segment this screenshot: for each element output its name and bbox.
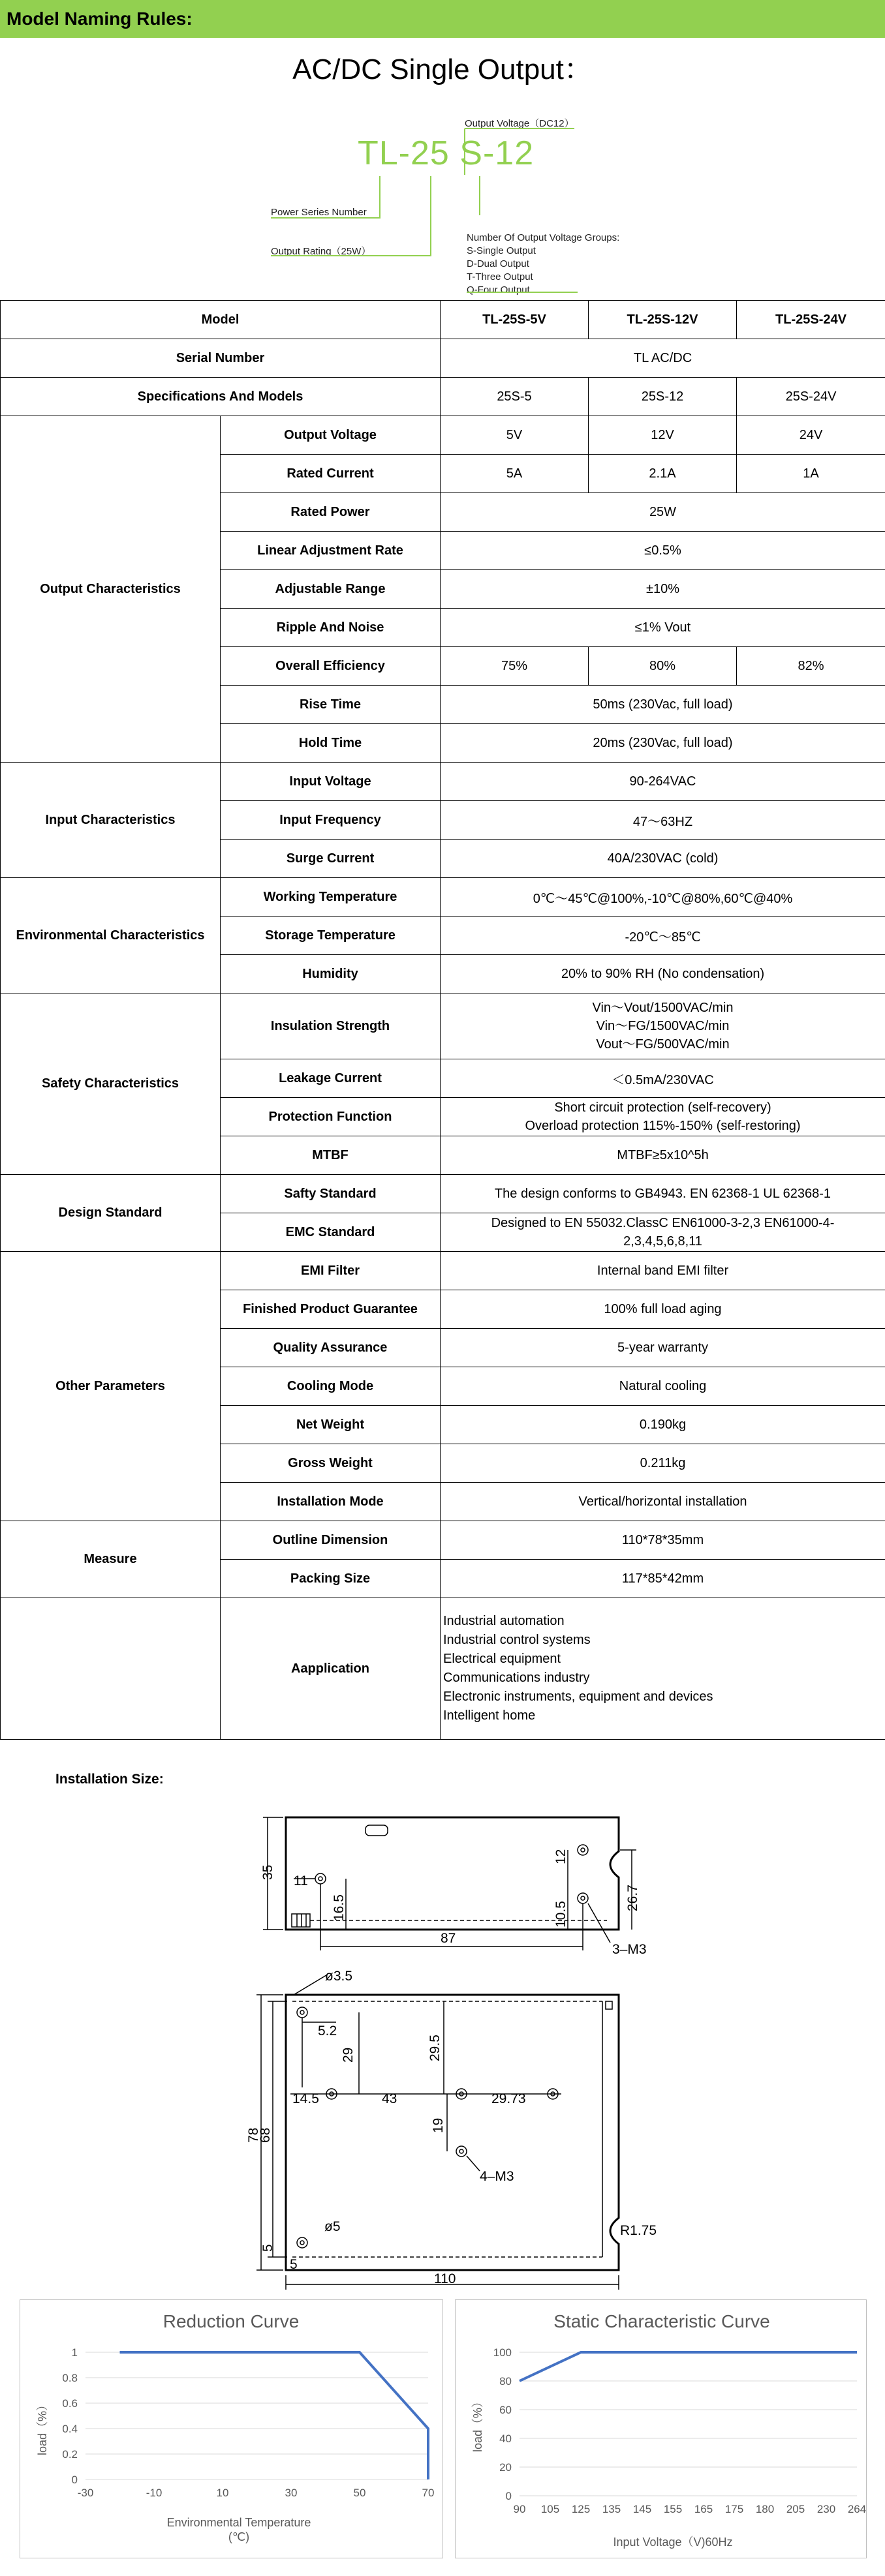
- dim-16-5: 16.5: [332, 1894, 347, 1921]
- spec-table: [0, 300, 885, 1740]
- row-label: Working Temperature: [221, 878, 441, 917]
- row-label: Rated Current: [221, 455, 441, 493]
- row-value: TL AC/DC: [441, 339, 885, 378]
- table-header-cell: TL-25S-12V: [589, 301, 737, 339]
- dim-5-2: 5.2: [318, 2023, 337, 2038]
- row-value: 90-264VAC: [441, 763, 885, 801]
- y-tick-label: 60: [499, 2404, 512, 2416]
- blank-cell: [1, 1598, 221, 1740]
- dim-26-7: 26.7: [625, 1885, 640, 1911]
- list-item: Intelligent home: [443, 1708, 536, 1723]
- y-tick-label: 80: [499, 2375, 512, 2387]
- dim-110: 110: [434, 2271, 456, 2286]
- dim-68: 68: [258, 2127, 273, 2143]
- y-tick-label: 0.6: [62, 2397, 78, 2410]
- x-tick-label: 90: [513, 2503, 526, 2515]
- row-value: 40A/230VAC (cold): [441, 840, 885, 878]
- row-value: 0.211kg: [441, 1444, 885, 1483]
- row-label: Serial Number: [1, 339, 441, 378]
- value-line: Vin～Vout/1500VAC/min: [592, 1001, 734, 1015]
- table-row: [1, 378, 885, 416]
- row-label: Surge Current: [221, 840, 441, 878]
- power-series-label: Power Series Number: [271, 207, 367, 218]
- dim-43: 43: [382, 2091, 397, 2106]
- x-tick-label: 125: [571, 2503, 591, 2515]
- y-tick-label: 0.8: [62, 2372, 78, 2384]
- list-item: Electrical equipment: [443, 1652, 561, 1666]
- value-line: Vin～FG/1500VAC/min: [596, 1019, 730, 1033]
- reduction-curve-svg: [20, 2300, 442, 2558]
- row-label: Specifications And Models: [1, 378, 441, 416]
- row-value: 25W: [441, 493, 885, 532]
- row-value: 5A: [441, 455, 589, 493]
- y-tick-label: 100: [493, 2346, 512, 2359]
- row-label: Linear Adjustment Rate: [221, 532, 441, 570]
- dim-19: 19: [431, 2117, 446, 2133]
- chart-title: Static Characteristic Curve: [553, 2311, 770, 2331]
- y-tick-label: 0: [71, 2474, 78, 2486]
- y-tick-label: 0: [505, 2490, 512, 2502]
- dim-14-5: 14.5: [292, 2091, 319, 2106]
- table-row: [1, 1598, 885, 1740]
- value-line: 2,3,4,5,6,8,11: [623, 1234, 702, 1249]
- row-value: 50ms (230Vac, full load): [441, 686, 885, 724]
- row-label: Installation Mode: [221, 1483, 441, 1521]
- x-tick-label: -30: [77, 2487, 94, 2499]
- row-value: 5V: [441, 416, 589, 455]
- dim-12: 12: [553, 1849, 568, 1864]
- table-header-cell: Model: [1, 301, 441, 339]
- row-label: Rise Time: [221, 686, 441, 724]
- table-row: [1, 763, 885, 801]
- row-label: Net Weight: [221, 1406, 441, 1444]
- row-value: 5-year warranty: [441, 1329, 885, 1367]
- dim-phi-3-5: ø3.5: [325, 1969, 353, 1984]
- x-axis-label: Environmental Temperature: [166, 2516, 311, 2529]
- x-tick-label: 30: [285, 2487, 298, 2499]
- x-tick-label: 264: [847, 2503, 866, 2515]
- row-value: 0℃～45℃@100%,-10℃@80%,60℃@40%: [441, 878, 885, 917]
- value-line: Overload protection 115%-150% (self-restoring): [525, 1119, 801, 1133]
- table-row: [1, 301, 885, 339]
- y-tick-label: 20: [499, 2461, 512, 2474]
- list-item: Electronic instruments, equipment and devices: [443, 1690, 713, 1704]
- groups-line: D-Dual Output: [467, 258, 529, 269]
- dim-78: 78: [246, 2127, 261, 2143]
- row-value: 0.190kg: [441, 1406, 885, 1444]
- list-item: Communications industry: [443, 1671, 590, 1685]
- row-label: Ripple And Noise: [221, 609, 441, 647]
- row-label: Cooling Mode: [221, 1367, 441, 1406]
- row-value: 12V: [589, 416, 737, 455]
- row-value: 100% full load aging: [441, 1290, 885, 1329]
- dim-87: 87: [441, 1931, 456, 1946]
- dim-phi-5: ø5: [324, 2219, 341, 2234]
- value-line: Short circuit protection (self-recovery): [554, 1100, 771, 1115]
- dim-11: 11: [294, 1873, 308, 1888]
- y-tick-label: 0.4: [62, 2423, 78, 2435]
- x-tick-label: 155: [663, 2503, 683, 2515]
- table-row: [1, 1521, 885, 1560]
- row-value: 25S-12: [589, 378, 737, 416]
- row-value: 20ms (230Vac, full load): [441, 724, 885, 763]
- row-value-multiline: [441, 1213, 885, 1252]
- x-axis-label: Input Voltage（V)60Hz: [613, 2536, 733, 2549]
- group-label: Other Parameters: [1, 1252, 221, 1521]
- row-label: Input Frequency: [221, 801, 441, 840]
- value-line: Vout～FG/500VAC/min: [596, 1037, 730, 1052]
- series-line: [120, 2352, 429, 2479]
- table-row: [1, 1252, 885, 1290]
- row-value: 25S-24V: [737, 378, 885, 416]
- row-value: -20℃～85℃: [441, 917, 885, 955]
- x-tick-label: 105: [540, 2503, 560, 2515]
- row-value-multiline: [441, 1098, 885, 1136]
- row-label: Adjustable Range: [221, 570, 441, 609]
- table-row: [1, 339, 885, 378]
- group-label: Design Standard: [1, 1175, 221, 1252]
- row-value-multiline: [441, 993, 885, 1059]
- x-tick-label: 10: [216, 2487, 229, 2499]
- row-value: ＜0.5mA/230VAC: [441, 1059, 885, 1098]
- x-tick-label: 135: [602, 2503, 621, 2515]
- row-value: 82%: [737, 647, 885, 686]
- x-tick-label: 70: [422, 2487, 435, 2499]
- x-tick-label: 205: [786, 2503, 805, 2515]
- row-label: Humidity: [221, 955, 441, 993]
- row-label: Leakage Current: [221, 1059, 441, 1098]
- installation-title: Installation Size:: [55, 1772, 164, 1787]
- x-tick-label: 165: [694, 2503, 713, 2515]
- list-item: Industrial automation: [443, 1614, 565, 1628]
- y-tick-label: 40: [499, 2432, 512, 2445]
- y-axis-label: load（%）: [36, 2399, 49, 2456]
- row-label: Outline Dimension: [221, 1521, 441, 1560]
- application-list: [441, 1598, 885, 1740]
- group-label: Safety Characteristics: [1, 993, 221, 1175]
- row-label: Protection Function: [221, 1098, 441, 1136]
- row-label: Gross Weight: [221, 1444, 441, 1483]
- row-value: 75%: [441, 647, 589, 686]
- reduction-curve-chart: [20, 2299, 443, 2558]
- table-row: [1, 878, 885, 917]
- dim-35: 35: [260, 1864, 275, 1880]
- x-tick-label: 180: [755, 2503, 775, 2515]
- table-row: [1, 1175, 885, 1213]
- row-value: The design conforms to GB4943. EN 62368-1 UL 62368-1: [441, 1175, 885, 1213]
- groups-line: Number Of Output Voltage Groups:: [467, 232, 620, 243]
- y-tick-label: 0.2: [62, 2448, 78, 2461]
- list-item: Industrial control systems: [443, 1633, 591, 1647]
- naming-leader-lines: [0, 0, 885, 300]
- model-code: TL-25 S-12: [358, 134, 535, 172]
- x-tick-label: 145: [632, 2503, 652, 2515]
- static-characteristic-svg: [456, 2300, 866, 2558]
- x-tick-label: 230: [816, 2503, 836, 2515]
- row-value: 2.1A: [589, 455, 737, 493]
- dim-29-5: 29.5: [427, 2035, 442, 2061]
- row-value: 25S-5: [441, 378, 589, 416]
- dim-29-73: 29.73: [491, 2091, 526, 2106]
- x-tick-label: 50: [353, 2487, 366, 2499]
- row-value: Internal band EMI filter: [441, 1252, 885, 1290]
- row-label: Output Voltage: [221, 416, 441, 455]
- row-label: EMC Standard: [221, 1213, 441, 1252]
- table-row: [1, 993, 885, 1059]
- row-label: Input Voltage: [221, 763, 441, 801]
- output-voltage-label: Output Voltage（DC12）: [465, 118, 574, 129]
- row-value: 47～63HZ: [441, 801, 885, 840]
- y-tick-label: 1: [71, 2346, 78, 2359]
- group-label: Measure: [1, 1521, 221, 1598]
- output-rating-label: Output Rating（25W）: [271, 246, 371, 257]
- row-label: EMI Filter: [221, 1252, 441, 1290]
- row-label: Finished Product Guarantee: [221, 1290, 441, 1329]
- group-label: Environmental Characteristics: [1, 878, 221, 993]
- row-value: ≤1% Vout: [441, 609, 885, 647]
- group-label: Output Characteristics: [1, 416, 221, 763]
- row-value: 117*85*42mm: [441, 1560, 885, 1598]
- section-title: Model Naming Rules:: [7, 8, 193, 29]
- x-tick-label: -10: [146, 2487, 163, 2499]
- dim-3-m3: 3–M3: [612, 1942, 647, 1957]
- row-value: 80%: [589, 647, 737, 686]
- row-value: Vertical/horizontal installation: [441, 1483, 885, 1521]
- dim-10-5: 10.5: [553, 1901, 568, 1928]
- row-label: Insulation Strength: [221, 993, 441, 1059]
- dim-r1-75: R1.75: [620, 2223, 657, 2238]
- row-label: Quality Assurance: [221, 1329, 441, 1367]
- row-value: MTBF≥5x10^5h: [441, 1136, 885, 1175]
- series-line: [520, 2352, 857, 2381]
- row-label: Hold Time: [221, 724, 441, 763]
- chart-title: Reduction Curve: [163, 2311, 300, 2331]
- row-value: 1A: [737, 455, 885, 493]
- row-label: Overall Efficiency: [221, 647, 441, 686]
- row-value: 20% to 90% RH (No condensation): [441, 955, 885, 993]
- groups-line: T-Three Output: [467, 271, 533, 282]
- table-row: [1, 416, 885, 455]
- value-line: Designed to EN 55032.ClassC EN61000-3-2,3 EN61000-4-: [491, 1216, 835, 1230]
- x-axis-unit: (℃): [228, 2530, 250, 2543]
- row-value: ±10%: [441, 570, 885, 609]
- row-label: Aapplication: [221, 1598, 441, 1740]
- y-axis-label: load（%）: [471, 2395, 484, 2453]
- row-value: 110*78*35mm: [441, 1521, 885, 1560]
- dim-5: 5: [290, 2257, 298, 2272]
- table-header-cell: TL-25S-24V: [737, 301, 885, 339]
- row-label: MTBF: [221, 1136, 441, 1175]
- row-label: Rated Power: [221, 493, 441, 532]
- x-tick-label: 175: [724, 2503, 744, 2515]
- row-value: Natural cooling: [441, 1367, 885, 1406]
- row-value: ≤0.5%: [441, 532, 885, 570]
- table-header-cell: TL-25S-5V: [441, 301, 589, 339]
- groups-line: Q-Four Output: [467, 284, 530, 295]
- dim-5: 5: [260, 2244, 275, 2252]
- row-value: 24V: [737, 416, 885, 455]
- row-label: Packing Size: [221, 1560, 441, 1598]
- naming-title: AC/DC Single Output：: [292, 53, 593, 85]
- groups-line: S-Single Output: [467, 245, 536, 256]
- row-label: Safty Standard: [221, 1175, 441, 1213]
- group-label: Input Characteristics: [1, 763, 221, 878]
- dim-29: 29: [341, 2047, 356, 2063]
- static-characteristic-chart: [455, 2299, 867, 2558]
- row-label: Storage Temperature: [221, 917, 441, 955]
- dim-4-m3: 4–M3: [480, 2169, 514, 2184]
